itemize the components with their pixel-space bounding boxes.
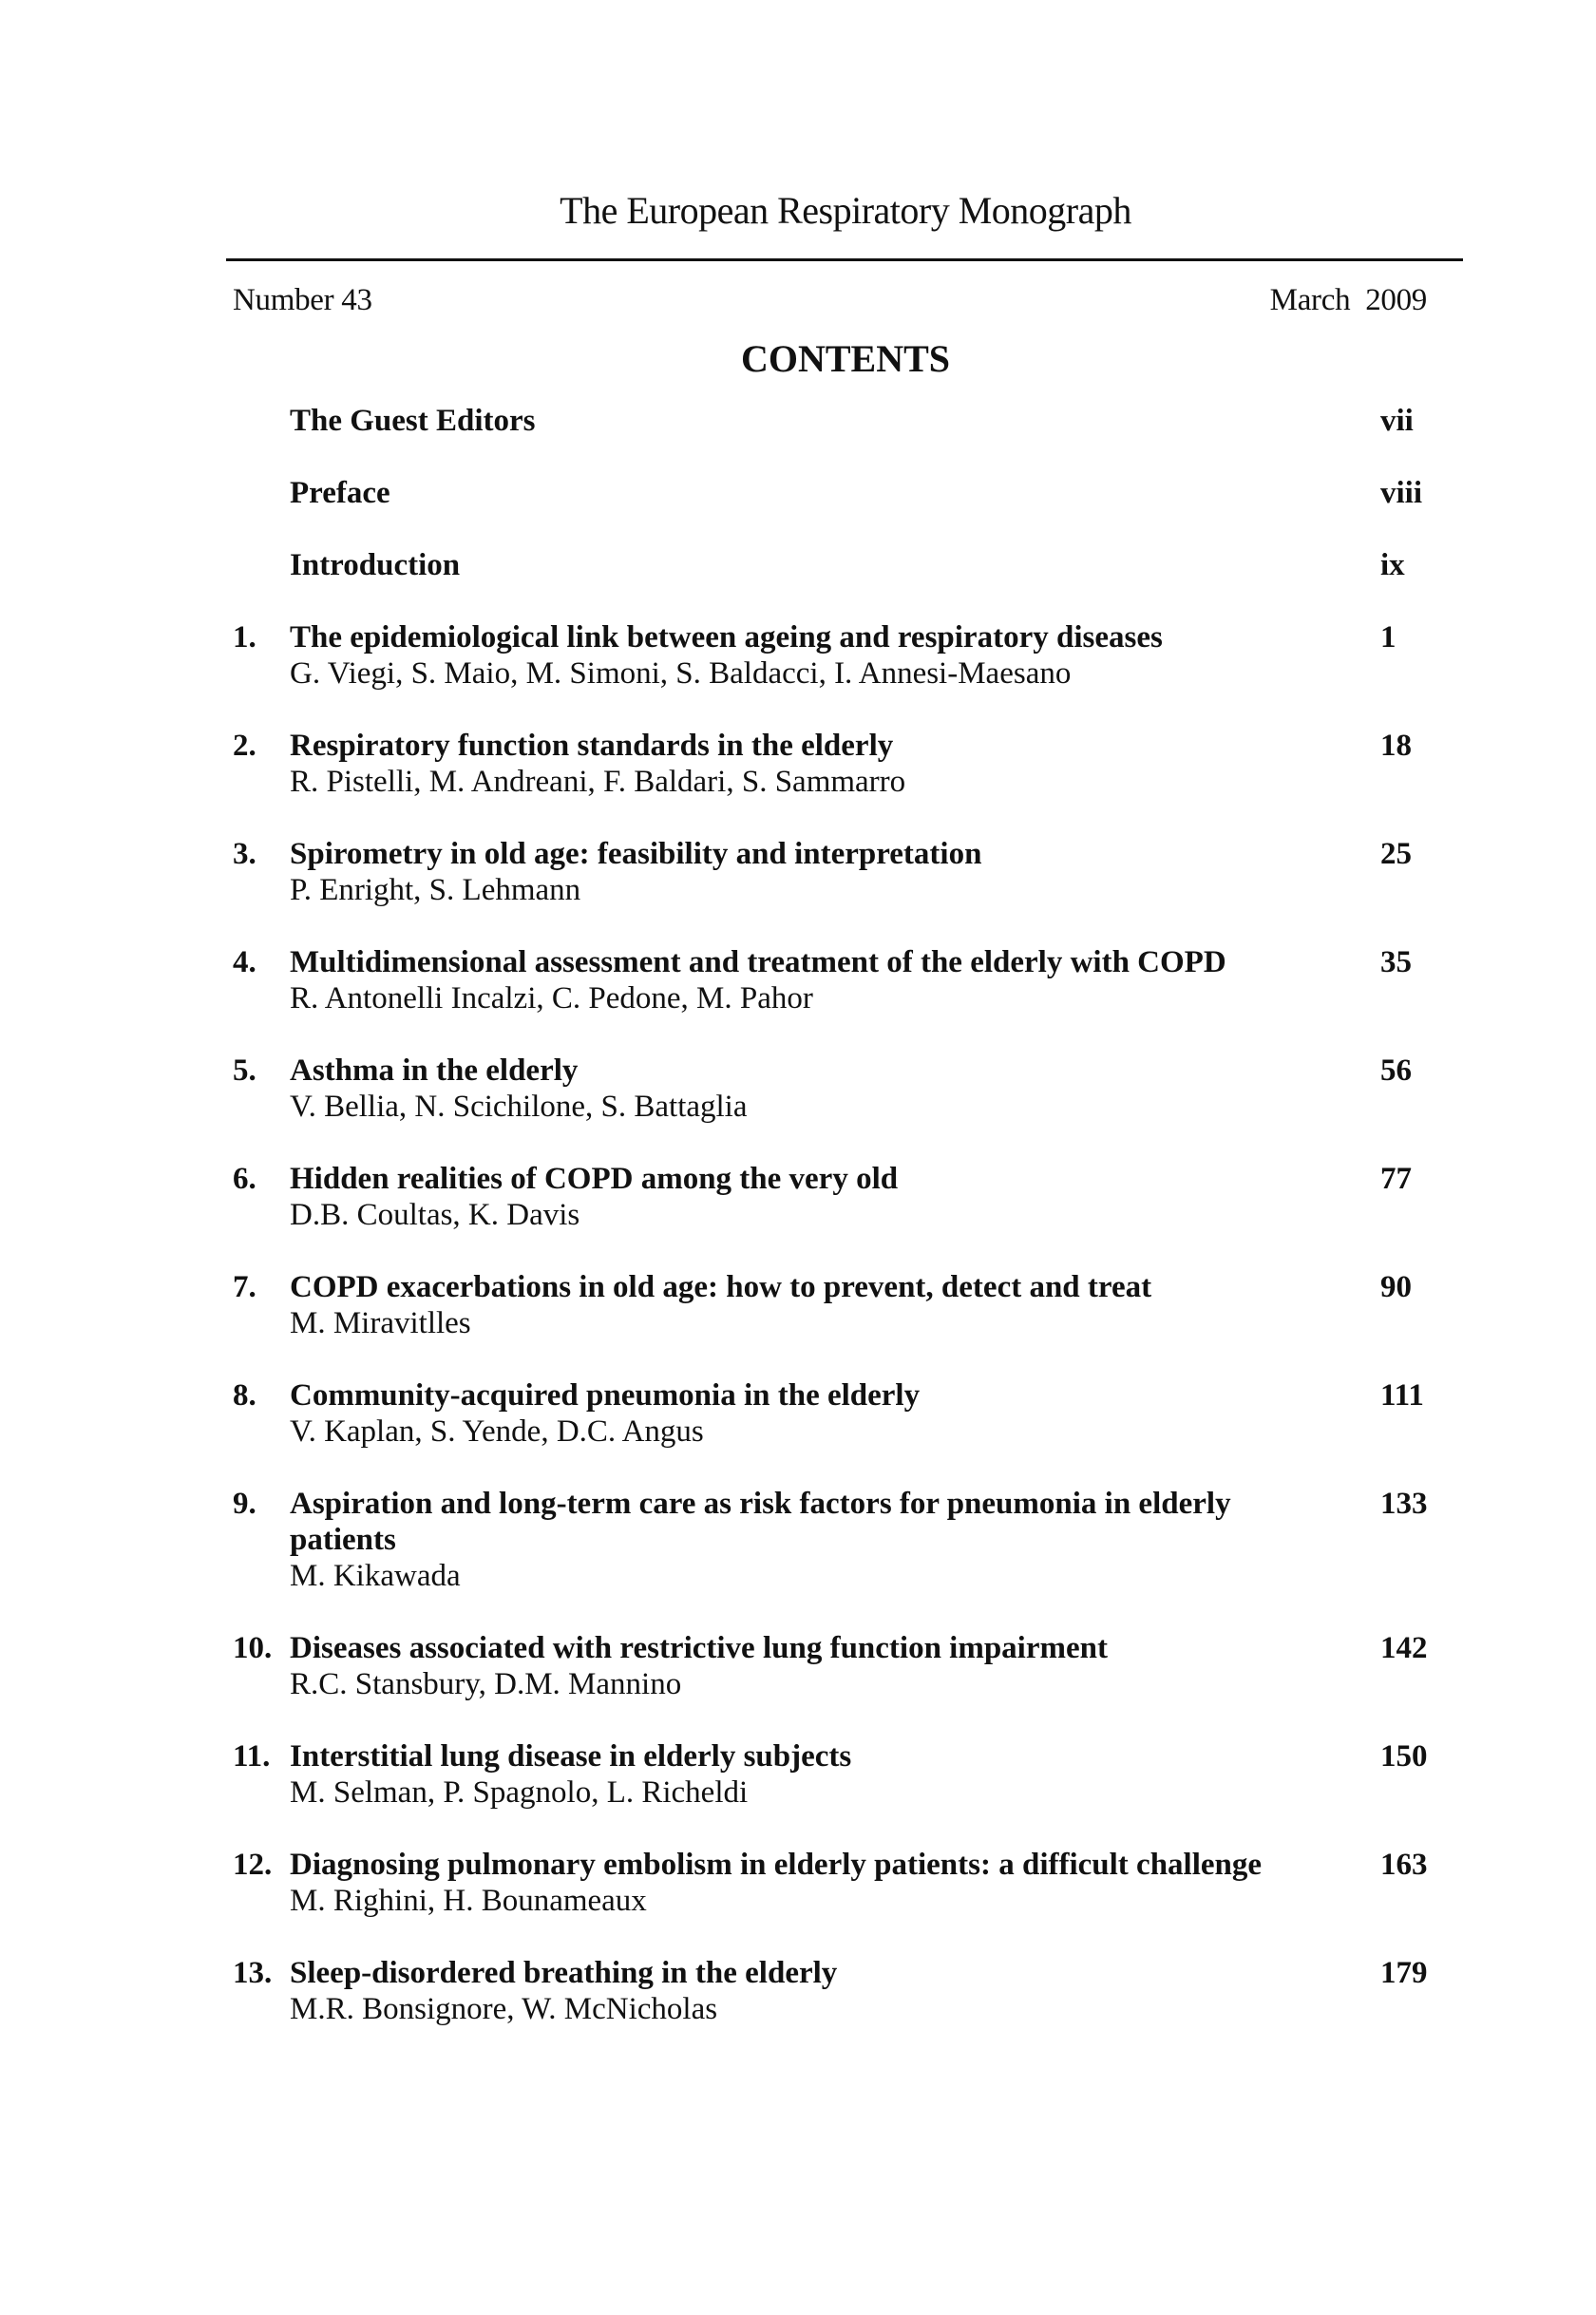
chapter-authors: M.R. Bonsignore, W. McNicholas bbox=[290, 1992, 718, 2026]
chapter-page: 90 bbox=[1380, 1270, 1412, 1304]
chapter-number: 2. bbox=[233, 729, 256, 763]
toc-chapter-entry bbox=[0, 1161, 1596, 1233]
chapter-authors: M. Righini, H. Bounameaux bbox=[290, 1884, 647, 1918]
chapter-page: 25 bbox=[1380, 837, 1412, 871]
toc-chapter-entry bbox=[0, 1738, 1596, 1811]
chapter-title: Hidden realities of COPD among the very old bbox=[290, 1162, 899, 1196]
chapter-title: Diseases associated with restrictive lung function impairment bbox=[290, 1631, 1108, 1665]
chapter-number: 3. bbox=[233, 837, 256, 871]
toc-chapter-entry bbox=[0, 1053, 1596, 1125]
toc-front-entry bbox=[0, 547, 1596, 583]
chapter-authors: V. Kaplan, S. Yende, D.C. Angus bbox=[290, 1414, 704, 1449]
chapter-authors: G. Viegi, S. Maio, M. Simoni, S. Baldacci, I. Annesi-Maesano bbox=[290, 656, 1072, 691]
toc-entry-title: Introduction bbox=[290, 548, 461, 582]
chapter-authors: R. Antonelli Incalzi, C. Pedone, M. Pahor bbox=[290, 981, 813, 1015]
chapter-authors: P. Enright, S. Lehmann bbox=[290, 873, 581, 907]
chapter-number: 13. bbox=[233, 1956, 273, 1990]
chapter-page: 111 bbox=[1380, 1378, 1424, 1413]
chapter-title: Respiratory function standards in the elderly bbox=[290, 729, 894, 763]
table-of-contents bbox=[0, 403, 1596, 2063]
chapter-authors: D.B. Coultas, K. Davis bbox=[290, 1198, 580, 1232]
chapter-page: 1 bbox=[1380, 620, 1396, 655]
toc-chapter-entry bbox=[0, 1630, 1596, 1702]
chapter-title: Asthma in the elderly bbox=[290, 1053, 579, 1088]
chapter-title: Spirometry in old age: feasibility and interpretation bbox=[290, 837, 982, 871]
toc-entry-title: Preface bbox=[290, 476, 390, 510]
chapter-title: Diagnosing pulmonary embolism in elderly patients: a difficult challenge bbox=[290, 1848, 1263, 1882]
chapter-number: 6. bbox=[233, 1162, 256, 1196]
chapter-authors: M. Miravitlles bbox=[290, 1306, 471, 1340]
toc-chapter-entry bbox=[0, 1847, 1596, 1919]
toc-entry-page: ix bbox=[1380, 548, 1405, 582]
toc-chapter-entry bbox=[0, 944, 1596, 1016]
toc-chapter-entry bbox=[0, 1486, 1596, 1594]
toc-chapter-entry bbox=[0, 836, 1596, 908]
toc-entry-page: viii bbox=[1380, 476, 1423, 510]
chapter-number: 4. bbox=[233, 945, 256, 979]
chapter-number: 1. bbox=[233, 620, 256, 655]
chapter-page: 133 bbox=[1380, 1487, 1428, 1521]
toc-chapter-entry bbox=[0, 1377, 1596, 1450]
chapter-authors: M. Selman, P. Spagnolo, L. Richeldi bbox=[290, 1775, 749, 1810]
toc-front-entry bbox=[0, 403, 1596, 439]
chapter-number: 5. bbox=[233, 1053, 256, 1088]
chapter-authors: M. Kikawada bbox=[290, 1559, 461, 1593]
issue-date: March 2009 bbox=[1269, 283, 1427, 317]
chapter-title: Multidimensional assessment and treatment of the elderly with COPD bbox=[290, 945, 1226, 979]
chapter-authors: V. Bellia, N. Scichilone, S. Battaglia bbox=[290, 1090, 748, 1124]
contents-heading: CONTENTS bbox=[740, 337, 951, 380]
issue-number: Number 43 bbox=[233, 283, 372, 317]
toc-entry-title: The Guest Editors bbox=[290, 404, 536, 438]
toc-chapter-entry bbox=[0, 1269, 1596, 1341]
toc-chapter-entry bbox=[0, 619, 1596, 692]
chapter-number: 9. bbox=[233, 1487, 256, 1521]
chapter-page: 18 bbox=[1380, 729, 1412, 763]
chapter-page: 56 bbox=[1380, 1053, 1412, 1088]
chapter-number: 11. bbox=[233, 1739, 271, 1774]
chapter-page: 35 bbox=[1380, 945, 1412, 979]
chapter-authors: R.C. Stansbury, D.M. Mannino bbox=[290, 1667, 682, 1701]
chapter-number: 7. bbox=[233, 1270, 256, 1304]
toc-chapter-entry bbox=[0, 1955, 1596, 2027]
chapter-title: Aspiration and long-term care as risk factors for pneumonia in elderly patients bbox=[290, 1487, 1231, 1557]
chapter-title: The epidemiological link between ageing and respiratory diseases bbox=[290, 620, 1163, 655]
chapter-title: COPD exacerbations in old age: how to prevent, detect and treat bbox=[290, 1270, 1152, 1304]
header-rule bbox=[226, 258, 1463, 261]
toc-chapter-entry bbox=[0, 728, 1596, 800]
chapter-number: 10. bbox=[233, 1631, 273, 1665]
chapter-page: 163 bbox=[1380, 1848, 1428, 1882]
chapter-authors: R. Pistelli, M. Andreani, F. Baldari, S. Sammarro bbox=[290, 765, 906, 799]
chapter-page: 142 bbox=[1380, 1631, 1428, 1665]
chapter-title: Community-acquired pneumonia in the elderly bbox=[290, 1378, 921, 1413]
chapter-page: 179 bbox=[1380, 1956, 1428, 1990]
toc-front-entry bbox=[0, 475, 1596, 511]
chapter-page: 77 bbox=[1380, 1162, 1412, 1196]
chapter-number: 8. bbox=[233, 1378, 256, 1413]
toc-entry-page: vii bbox=[1380, 404, 1414, 438]
journal-title: The European Respiratory Monograph bbox=[560, 189, 1131, 232]
chapter-page: 150 bbox=[1380, 1739, 1428, 1774]
chapter-number: 12. bbox=[233, 1848, 273, 1882]
chapter-title: Interstitial lung disease in elderly subjects bbox=[290, 1739, 852, 1774]
chapter-title: Sleep-disordered breathing in the elderly bbox=[290, 1956, 838, 1990]
